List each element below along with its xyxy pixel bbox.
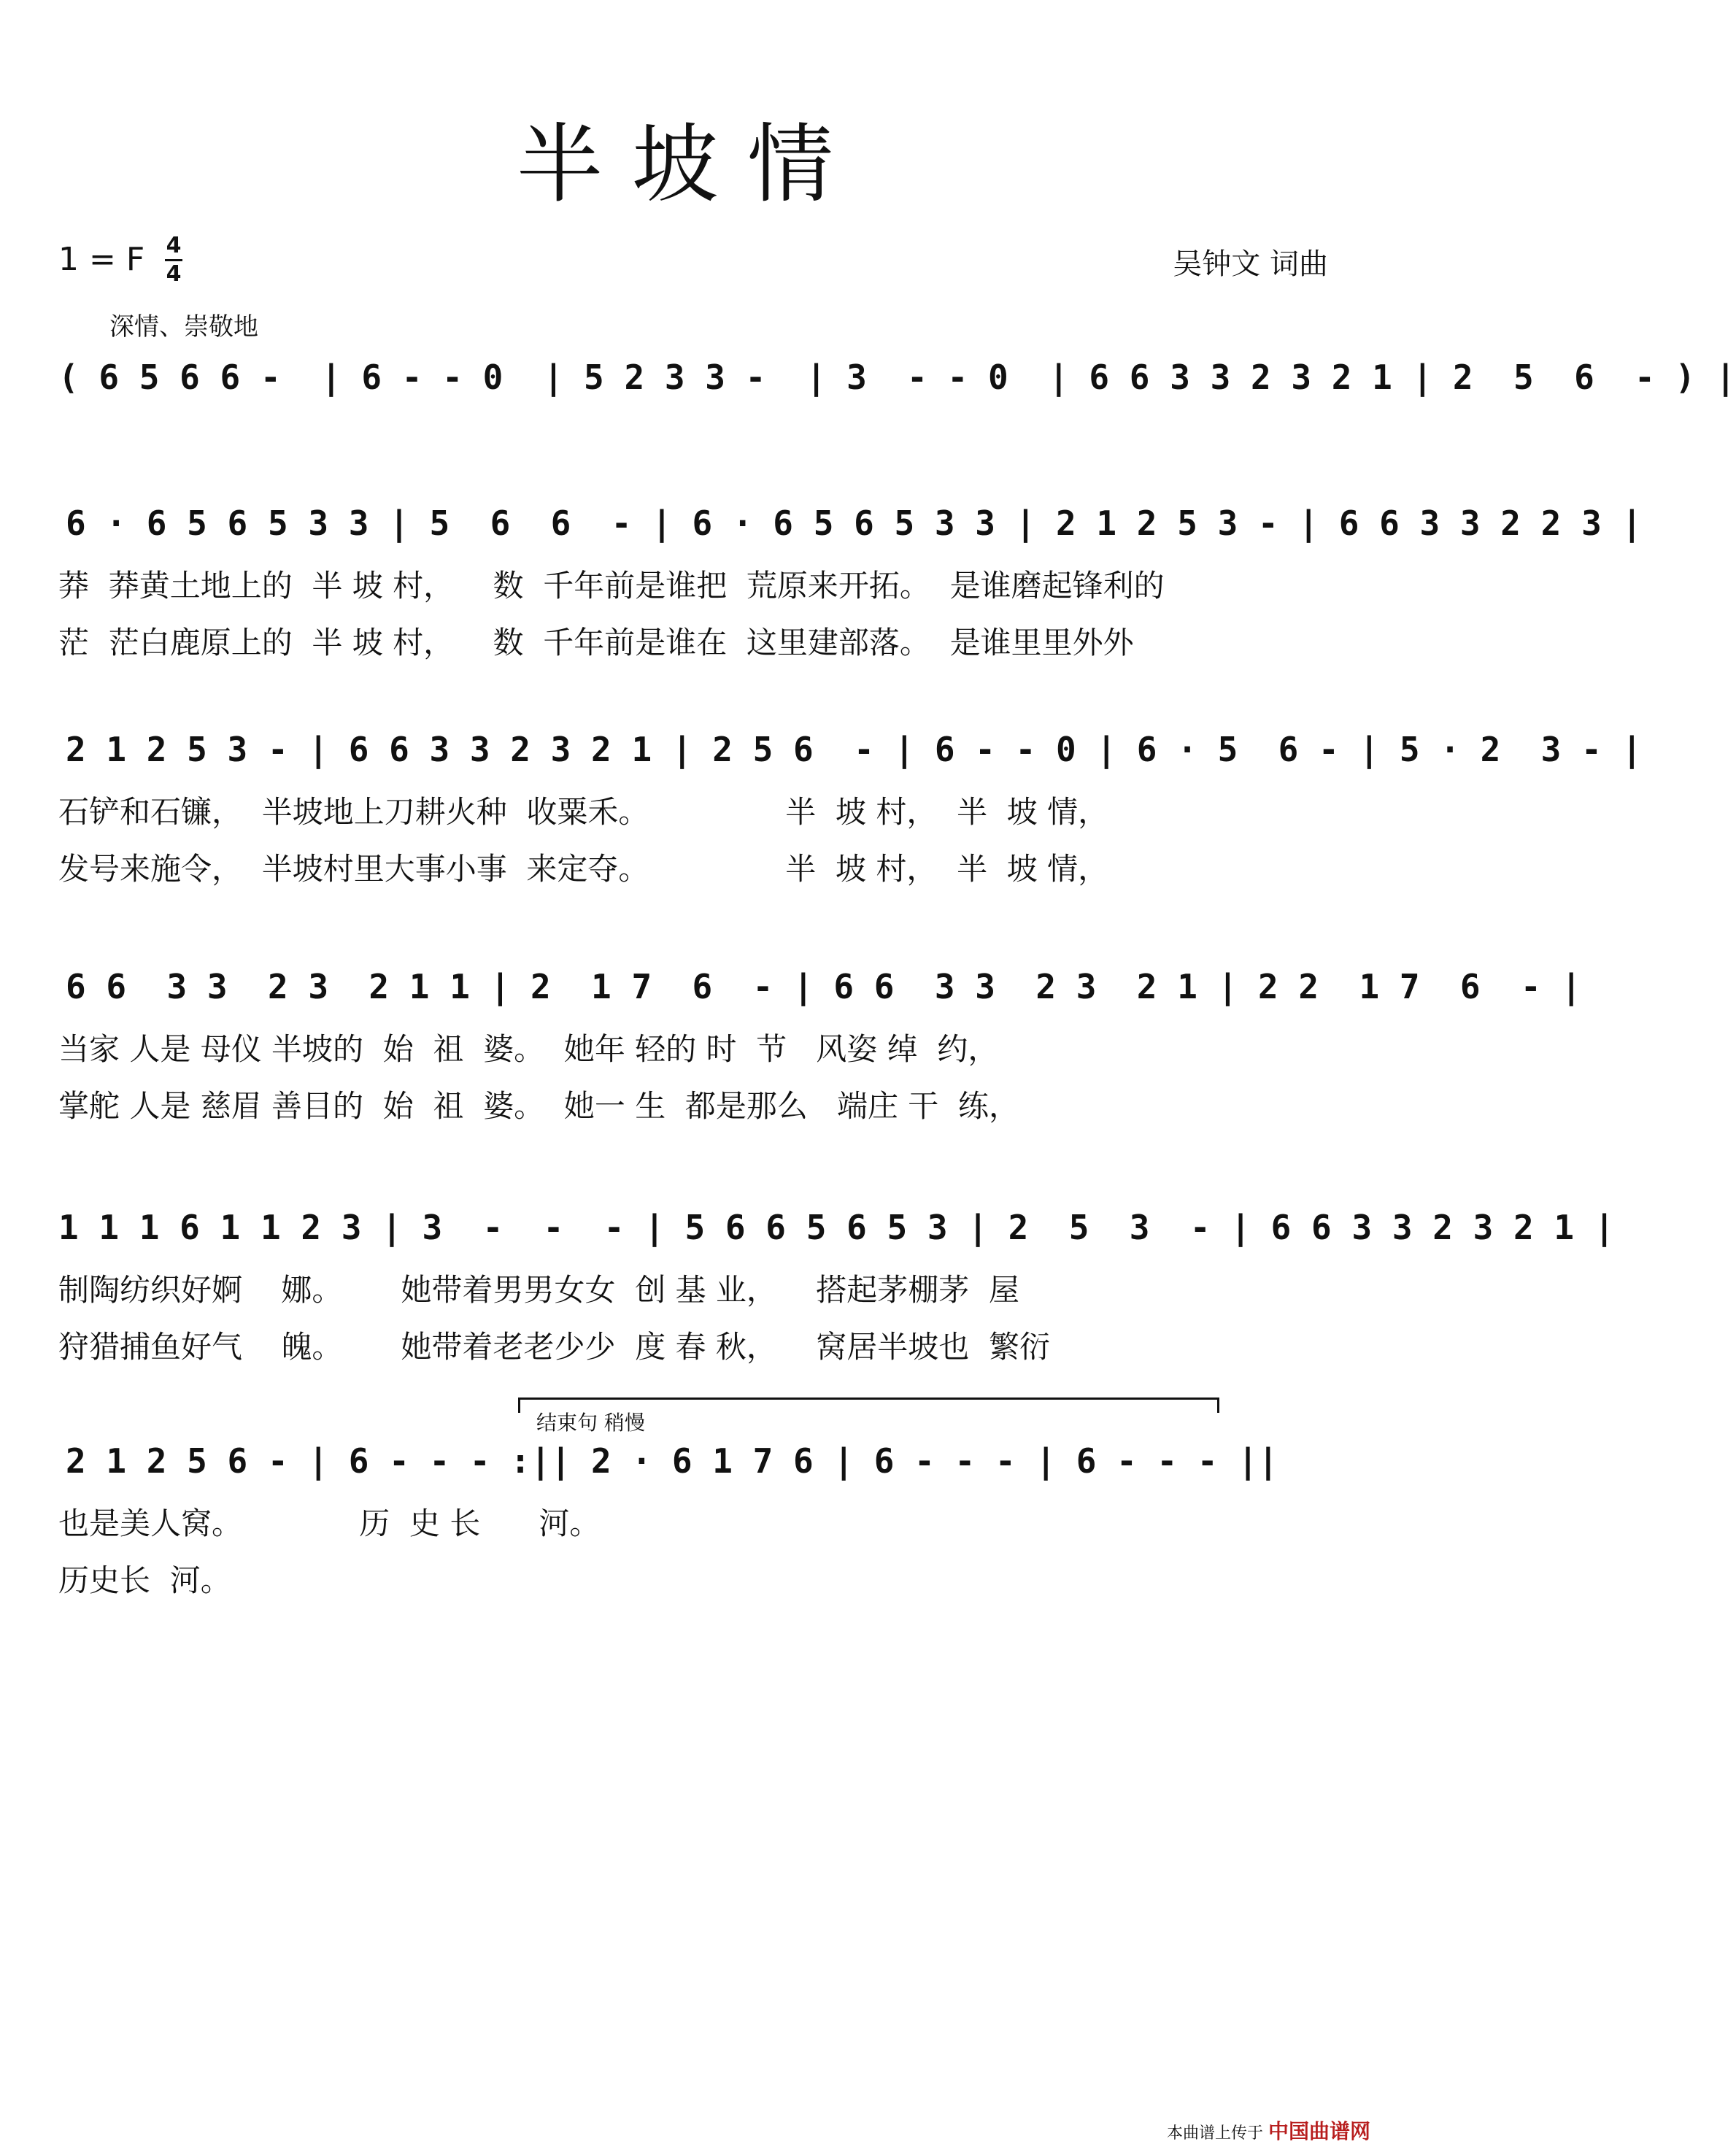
notation-line: 6 6 3 3 2 3 2 1 1 | 2 1 7 6 - | 6 6 3 3 2 3 2 1 | 2 2 1 7 6 - | — [66, 967, 1582, 1006]
footer-credit — [1167, 2116, 1370, 2145]
tempo-marking: 深情、崇敬地 — [109, 312, 258, 342]
lyric-verse-1: 当家 人是 母仪 半坡的 始 祖 婆。 她年 轻的 时 节 风姿 绰 约， — [58, 1031, 999, 1067]
lyric-verse-2: 历史长 河。 — [58, 1562, 231, 1598]
time-signature-bottom: 4 — [166, 261, 182, 287]
notation-line: 6 · 6 5 6 5 3 3 | 5 6 6 - | 6 · 6 5 6 5 3 3 | 2 1 2 5 3 - | 6 6 3 3 2 2 3 | — [66, 504, 1643, 543]
notation-line: 2 1 2 5 3 - | 6 6 3 3 2 3 2 1 | 2 5 6 - | 6 - - 0 | 6 · 5 6 - | 5 · 2 3 - | — [66, 730, 1643, 769]
ending-marking: 结束句 稍慢 — [536, 1411, 645, 1435]
time-signature — [165, 235, 182, 285]
footer-prefix: 本曲谱上传于 — [1166, 2124, 1263, 2143]
time-signature-top: 4 — [166, 233, 182, 258]
notation-line: ( 6 5 6 6 - | 6 - - 0 | 5 2 3 3 - | 3 - - 0 | 6 6 3 3 2 3 2 1 | 2 5 6 - ) | — [58, 358, 1736, 397]
lyric-verse-2: 茫 茫白鹿原上的 半 坡 村， 数 千年前是谁在 这里建部落。 是谁里里外外 — [58, 625, 1134, 660]
song-title: 半坡情 — [516, 114, 863, 215]
lyric-verse-1: 莽 莽黄土地上的 半 坡 村， 数 千年前是谁把 荒原来开拓。 是谁磨起锋利的 — [58, 568, 1165, 604]
key-signature: 1 = F — [58, 241, 145, 278]
lyric-verse-2: 狩猎捕鱼好气 魄。 她带着老老少少 度 春 秋， 窝居半坡也 繁衍 — [58, 1329, 1051, 1365]
lyric-verse-1: 制陶纺织好婀 娜。 她带着男男女女 创 基 业， 搭起茅棚茅 屋 — [58, 1272, 1020, 1308]
notation-line: 2 1 2 5 6 - | 6 - - - :|| 2 · 6 1 7 6 | 6 - - - | 6 - - - || — [66, 1441, 1278, 1481]
site-logo: 中国曲谱网 — [1268, 2119, 1370, 2143]
lyric-verse-1: 也是美人窝。 历 史 长 河。 — [58, 1506, 601, 1541]
lyric-verse-1: 石铲和石镰， 半坡地上刀耕火种 收粟禾。 半 坡 村， 半 坡 情， — [58, 794, 1109, 830]
lyric-verse-2: 掌舵 人是 慈眉 善目的 始 祖 婆。 她一 生 都是那么 端庄 干 练， — [58, 1088, 1020, 1124]
notation-line: 1 1 1 6 1 1 2 3 | 3 - - - | 5 6 6 5 6 5 3 | 2 5 3 - | 6 6 3 3 2 3 2 1 | — [58, 1208, 1615, 1247]
lyric-verse-2: 发号来施令， 半坡村里大事小事 来定夺。 半 坡 村， 半 坡 情， — [58, 851, 1109, 887]
author-credit: 吴钟文 词曲 — [1173, 247, 1328, 281]
